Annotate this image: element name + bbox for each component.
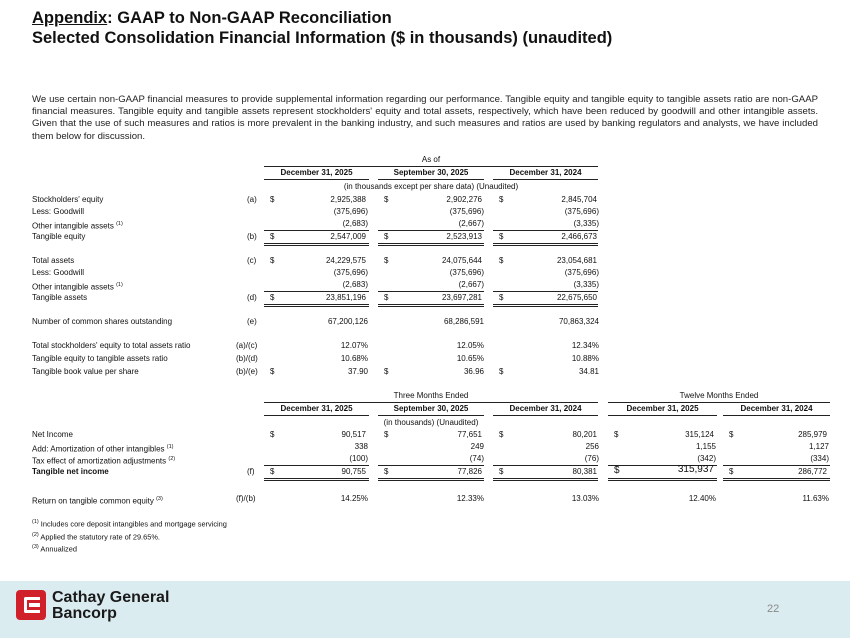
cell-value: 2,523,913 (446, 232, 482, 241)
company-logo-text: Cathay General Bancorp (52, 589, 170, 622)
cell-value: (375,696) (564, 268, 599, 277)
row-label: Other intangible assets $^{(1)}$ (32, 282, 123, 292)
title-line2: Selected Consolidation Financial Information ($ in thousands) (unaudited) (32, 29, 613, 47)
t1-col2-header: September 30, 2025 (393, 168, 469, 177)
page-number: 22 (767, 603, 780, 615)
cell-value: 90,755 (341, 467, 366, 476)
cell-value: 10.68% (340, 354, 368, 363)
cell-value: (375,696) (449, 268, 484, 277)
cell-value: 315,937 (677, 464, 714, 475)
row-label: Less: Goodwill (32, 207, 85, 216)
cell-value: 2,925,388 (330, 195, 366, 204)
cell-value: 70,863,324 (558, 317, 599, 326)
dollar-sign: $ (270, 256, 275, 265)
dollar-sign: $ (614, 465, 620, 476)
cell-value: (2,667) (458, 280, 484, 289)
dollar-sign: $ (270, 195, 275, 204)
cell-value: 12.05% (456, 341, 484, 350)
cell-value: 1,155 (695, 442, 716, 451)
cell-value: 67,200,126 (327, 317, 368, 326)
row-label: Add: Amortization of other intangibles $^{(1)}$ (32, 444, 174, 454)
cell-value: 68,286,591 (443, 317, 484, 326)
cell-value: 2,902,276 (446, 195, 482, 204)
row-label: Tangible book value per share (32, 367, 139, 376)
dollar-sign: $ (270, 293, 275, 302)
cell-value: (375,696) (449, 207, 484, 216)
dollar-sign: $ (384, 232, 389, 241)
t2-col4-header: December 31, 2025 (626, 404, 699, 413)
cell-value: 10.88% (571, 354, 599, 363)
cell-value: 80,381 (572, 467, 597, 476)
cell-value: 23,697,281 (441, 293, 482, 302)
row-label: Other intangible assets $^{(1)}$ (32, 221, 123, 231)
row-label: Less: Goodwill (32, 268, 85, 277)
cell-value: (74) (469, 454, 484, 463)
cell-value: (375,696) (333, 268, 368, 277)
dollar-sign: $ (499, 195, 504, 204)
three-months-header: Three Months Ended (393, 391, 469, 400)
row-ref: (f) (247, 467, 255, 476)
cell-value: 34.81 (578, 367, 599, 376)
dollar-sign: $ (729, 467, 734, 476)
t2-col3-header: December 31, 2024 (509, 404, 582, 413)
row-label: Tax effect of amortization adjustments $^{(2)}$ (32, 456, 176, 466)
row-label: Return on tangible common equity $^{(3)}$ (32, 496, 163, 506)
cell-value: 286,772 (798, 467, 827, 476)
dollar-sign: $ (499, 232, 504, 241)
dollar-sign: $ (499, 293, 504, 302)
dollar-sign: $ (270, 430, 275, 439)
dollar-sign: $ (614, 430, 619, 439)
cell-value: 12.40% (688, 494, 716, 503)
dollar-sign: $ (729, 430, 734, 439)
row-ref: (b) (247, 232, 257, 241)
cell-value: 338 (354, 442, 368, 451)
row-label: Tangible assets (32, 293, 88, 302)
footnote: $^{(1)}$ Includes core deposit intangibles and mortgage servicing (32, 519, 227, 529)
cathay-logo-icon (16, 590, 46, 620)
t2-col1-header: December 31, 2025 (280, 404, 353, 413)
t2-col5-header: December 31, 2024 (740, 404, 813, 413)
row-ref: (b)/(e) (236, 367, 258, 376)
cell-value: 12.34% (571, 341, 599, 350)
dollar-sign: $ (270, 467, 275, 476)
dollar-sign: $ (384, 367, 389, 376)
row-label: Total stockholders' equity to total assets ratio (32, 341, 191, 350)
cell-value: 90,517 (341, 430, 366, 439)
row-label: Net Income (32, 430, 73, 439)
cell-value: 24,229,575 (325, 256, 366, 265)
dollar-sign: $ (499, 256, 504, 265)
dollar-sign: $ (384, 195, 389, 204)
cell-value: 12.33% (456, 494, 484, 503)
title-appendix: Appendix (32, 9, 108, 27)
row-ref: (e) (247, 317, 257, 326)
cell-value: 2,547,009 (330, 232, 366, 241)
t1-units: (in thousands except per share data) (Unaudited) (343, 182, 519, 191)
intro-paragraph: We use certain non-GAAP financial measures to provide supplemental information regarding our performance. Tangible equity and tangible equity to tangible assets ratio are non-GAAP financial measures. Tangible equity and tangible assets represent stockholders' equity and total assets, respectively, which have been reduced by goodwill and other intangible assets. Given that the use of such measures and ratios is more prevalent in the banking industry, and such measures and ratios are used by banking regulators and analysts, we have included them below for discussion. (32, 94, 818, 142)
cell-value: 23,054,681 (556, 256, 597, 265)
title-line1: : GAAP to Non-GAAP Reconciliation (107, 9, 392, 27)
dollar-sign: $ (384, 467, 389, 476)
cell-value: 1,127 (808, 442, 829, 451)
dollar-sign: $ (499, 367, 504, 376)
cell-value: 23,851,196 (325, 293, 366, 302)
cell-value: (2,683) (342, 219, 368, 228)
slide-title (32, 8, 832, 48)
cell-value: 77,651 (457, 430, 482, 439)
row-label: Tangible net income (32, 467, 109, 476)
cell-value: (2,683) (342, 280, 368, 289)
dollar-sign: $ (384, 256, 389, 265)
cell-value: 249 (470, 442, 484, 451)
cell-value: 12.07% (340, 341, 368, 350)
row-ref: (a)/(c) (236, 341, 258, 350)
twelve-months-header: Twelve Months Ended (679, 391, 759, 400)
dollar-sign: $ (499, 430, 504, 439)
cell-value: 2,845,704 (561, 195, 597, 204)
cell-value: (3,335) (573, 219, 599, 228)
cell-value: (2,667) (458, 219, 484, 228)
cell-value: 36.96 (463, 367, 484, 376)
footnote: $^{(2)}$ Applied the statutory rate of 29.65%. (32, 532, 160, 542)
row-ref: (a) (247, 195, 257, 204)
cell-value: 2,466,673 (561, 232, 597, 241)
t1-col1-header: December 31, 2025 (280, 168, 353, 177)
cell-value: (3,335) (573, 280, 599, 289)
dollar-sign: $ (499, 467, 504, 476)
cell-value: 315,124 (685, 430, 714, 439)
cell-value: 256 (585, 442, 599, 451)
row-ref: (c) (247, 256, 257, 265)
row-label: Number of common shares outstanding (32, 317, 173, 326)
cell-value: 24,075,644 (441, 256, 482, 265)
row-ref: (f)/(b) (236, 494, 256, 503)
dollar-sign: $ (384, 293, 389, 302)
cell-value: 77,826 (457, 467, 482, 476)
cell-value: 11.63% (802, 494, 829, 503)
cell-value: 13.03% (571, 494, 599, 503)
row-label: Tangible equity (32, 232, 86, 241)
cell-value: (342) (697, 454, 716, 463)
cell-value: (100) (349, 454, 368, 463)
row-label: Tangible equity to tangible assets ratio (32, 354, 168, 363)
cell-value: 37.90 (347, 367, 368, 376)
dollar-sign: $ (270, 367, 275, 376)
row-label: Total assets (32, 256, 75, 265)
cell-value: (76) (584, 454, 599, 463)
dollar-sign: $ (384, 430, 389, 439)
row-ref: (b)/(d) (236, 354, 258, 363)
cell-value: 285,979 (798, 430, 827, 439)
dollar-sign: $ (270, 232, 275, 241)
cell-value: 22,675,650 (556, 293, 597, 302)
cell-value: 10.65% (456, 354, 484, 363)
cell-value: 14.25% (340, 494, 368, 503)
t2-units: (in thousands) (Unaudited) (383, 418, 479, 427)
row-label: Stockholders' equity (32, 195, 104, 204)
row-ref: (d) (247, 293, 257, 302)
cell-value: (375,696) (333, 207, 368, 216)
t1-col3-header: December 31, 2024 (509, 168, 582, 177)
cell-value: (334) (810, 454, 829, 463)
cell-value: (375,696) (564, 207, 599, 216)
as-of-header: As of (421, 155, 441, 164)
cell-value: 80,201 (572, 430, 597, 439)
footnote: $^{(3)}$ Annualized (32, 544, 77, 554)
t2-col2-header: September 30, 2025 (393, 404, 469, 413)
